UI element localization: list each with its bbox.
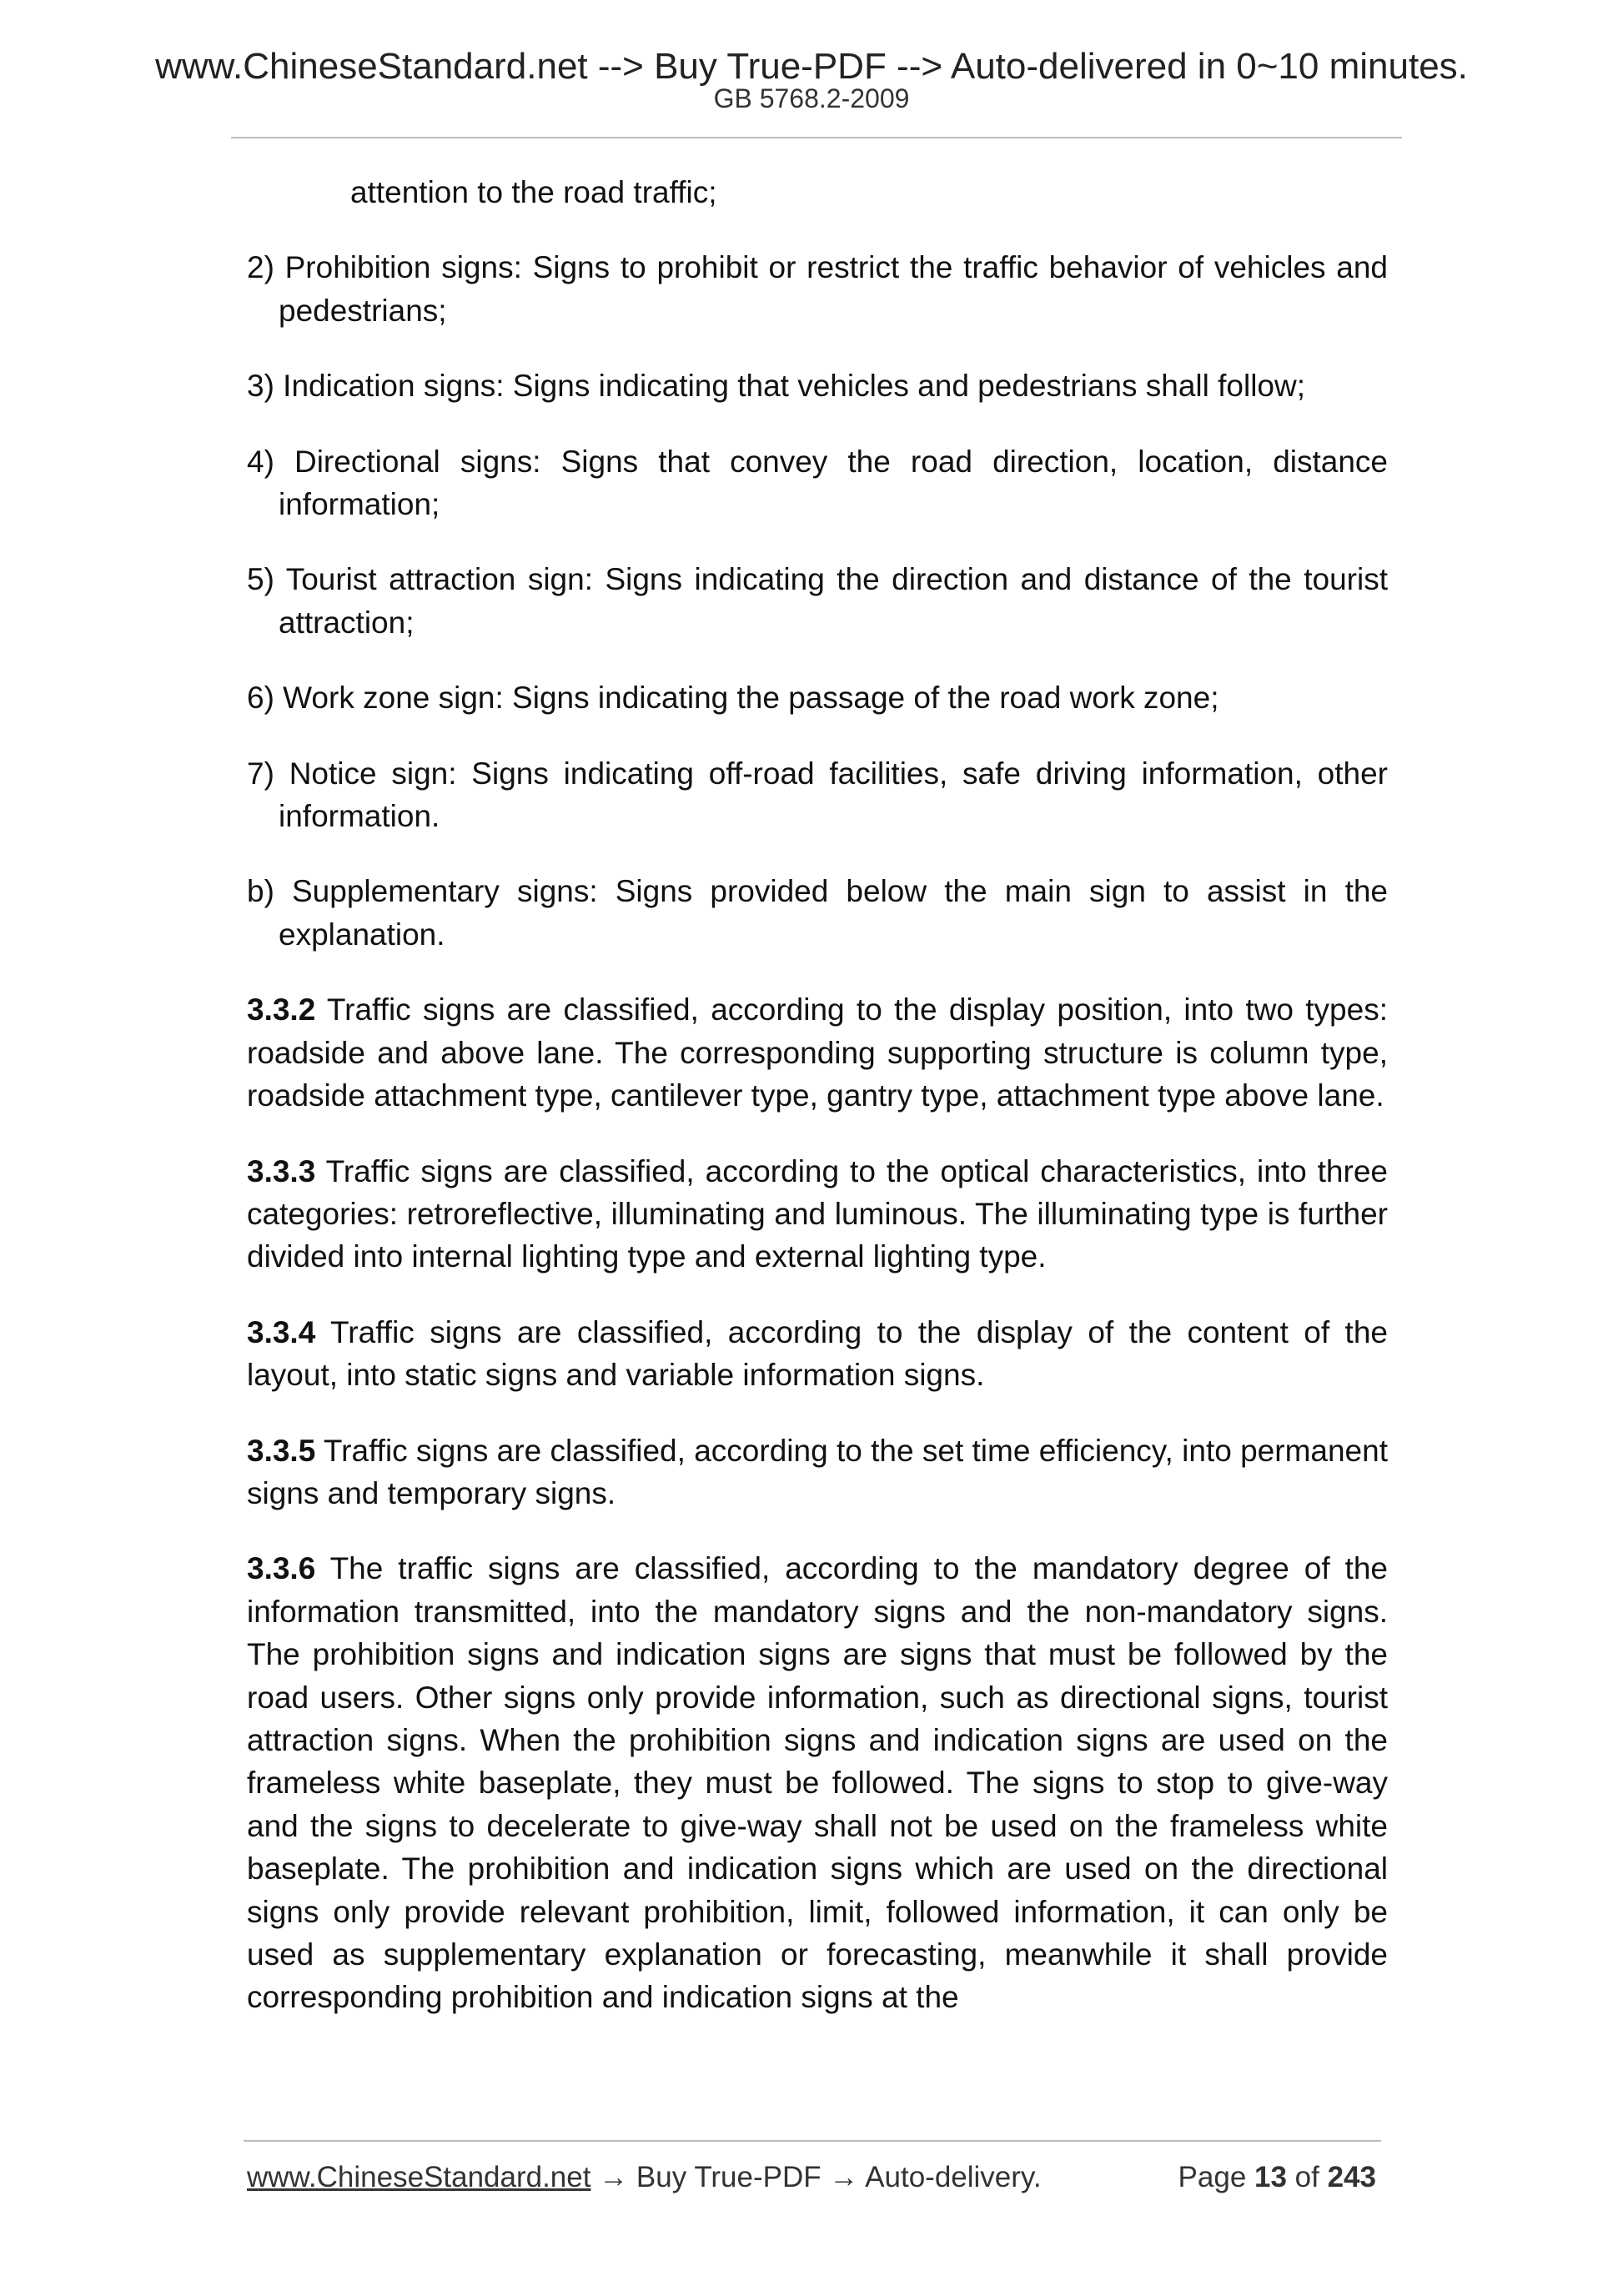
- standard-code: GB 5768.2-2009: [713, 83, 910, 113]
- of-label: of: [1286, 2161, 1328, 2193]
- list-item-b: b) Supplementary signs: Signs provided below the main sign to assist in the explanation.: [247, 874, 1388, 952]
- clause-text: Traffic signs are classified, according to the set time efficiency, into permanent signs and temporary signs.: [247, 1433, 1388, 1510]
- footer-promo-text: → Buy True-PDF → Auto-delivery.: [590, 2161, 1042, 2193]
- page-body: [247, 171, 1388, 2019]
- list-item: 6) Work zone sign: Signs indicating the passage of the road work zone;: [247, 681, 1219, 716]
- clause-number: 3.3.3: [247, 1153, 316, 1188]
- site-banner: www.ChineseStandard.net --> Buy True-PDF --> Auto-delivered in 0~10 minutes.: [155, 46, 1468, 87]
- total-pages: 243: [1327, 2161, 1376, 2193]
- list-item: 5) Tourist attraction sign: Signs indicating the direction and distance of the tourist attraction;: [247, 562, 1388, 640]
- clause-text: Traffic signs are classified, according to the display position, into two types: roadside and above lane. The corresponding supporting structure is column type, roadside attachment type, cantilever type, gantry type, attachment type above lane.: [247, 992, 1388, 1113]
- continuation-text: attention to the road traffic;: [350, 175, 717, 209]
- clause-3-3-3: [247, 1150, 1388, 1279]
- list-item: 7) Notice sign: Signs indicating off-road facilities, safe driving information, other information.: [247, 756, 1388, 834]
- footer-divider: [244, 2140, 1381, 2142]
- clause-3-3-2: [247, 988, 1388, 1117]
- list-item: 2) Prohibition signs: Signs to prohibit or restrict the traffic behavior of vehicles and pedestrians;: [247, 250, 1388, 328]
- list-item: 4) Directional signs: Signs that convey the road direction, location, distance information;: [247, 444, 1388, 522]
- clause-text: Traffic signs are classified, according to the optical characteristics, into three categories: retroreflective, illuminating and luminous. The illuminating type is further divided into internal lighting type and external lighting type.: [247, 1153, 1388, 1274]
- list-item: 3) Indication signs: Signs indicating that vehicles and pedestrians shall follow;: [247, 369, 1306, 404]
- clause-number: 3.3.4: [247, 1314, 316, 1349]
- clause-3-3-4: [247, 1311, 1388, 1397]
- footer-promo: [247, 2159, 1042, 2196]
- page-label: Page: [1178, 2161, 1255, 2193]
- clause-3-3-6: [247, 1547, 1388, 2018]
- clause-number: 3.3.6: [247, 1551, 316, 1586]
- page-indicator: [1178, 2159, 1376, 2196]
- clause-number: 3.3.5: [247, 1433, 316, 1468]
- clause-3-3-5: [247, 1429, 1388, 1515]
- clause-text: Traffic signs are classified, according to the display of the content of the layout, into static signs and variable information signs.: [247, 1314, 1388, 1393]
- header-divider: [231, 137, 1402, 138]
- page-number: 13: [1254, 2161, 1287, 2193]
- footer-site-link[interactable]: www.ChineseStandard.net: [247, 2161, 591, 2193]
- clause-text: The traffic signs are classified, according to the mandatory degree of the information transmitted, into the mandatory signs and the non-mandatory signs. The prohibition signs and indication signs are signs that must be followed by the road users. Other signs only provide information, such as directional signs, tourist attraction signs. When the prohibition signs and indication signs are used on the frameless white baseplate, they must be followed. The signs to stop to give-way and the signs to decelerate to give-way shall not be used on the frameless white baseplate. The prohibition and indication signs which are used on the directional signs only provide relevant prohibition, limit, followed information, it can only be used as supplementary explanation or forecasting, meanwhile it shall provide corresponding prohibition and indication signs at the: [247, 1551, 1388, 2015]
- clause-number: 3.3.2: [247, 992, 316, 1027]
